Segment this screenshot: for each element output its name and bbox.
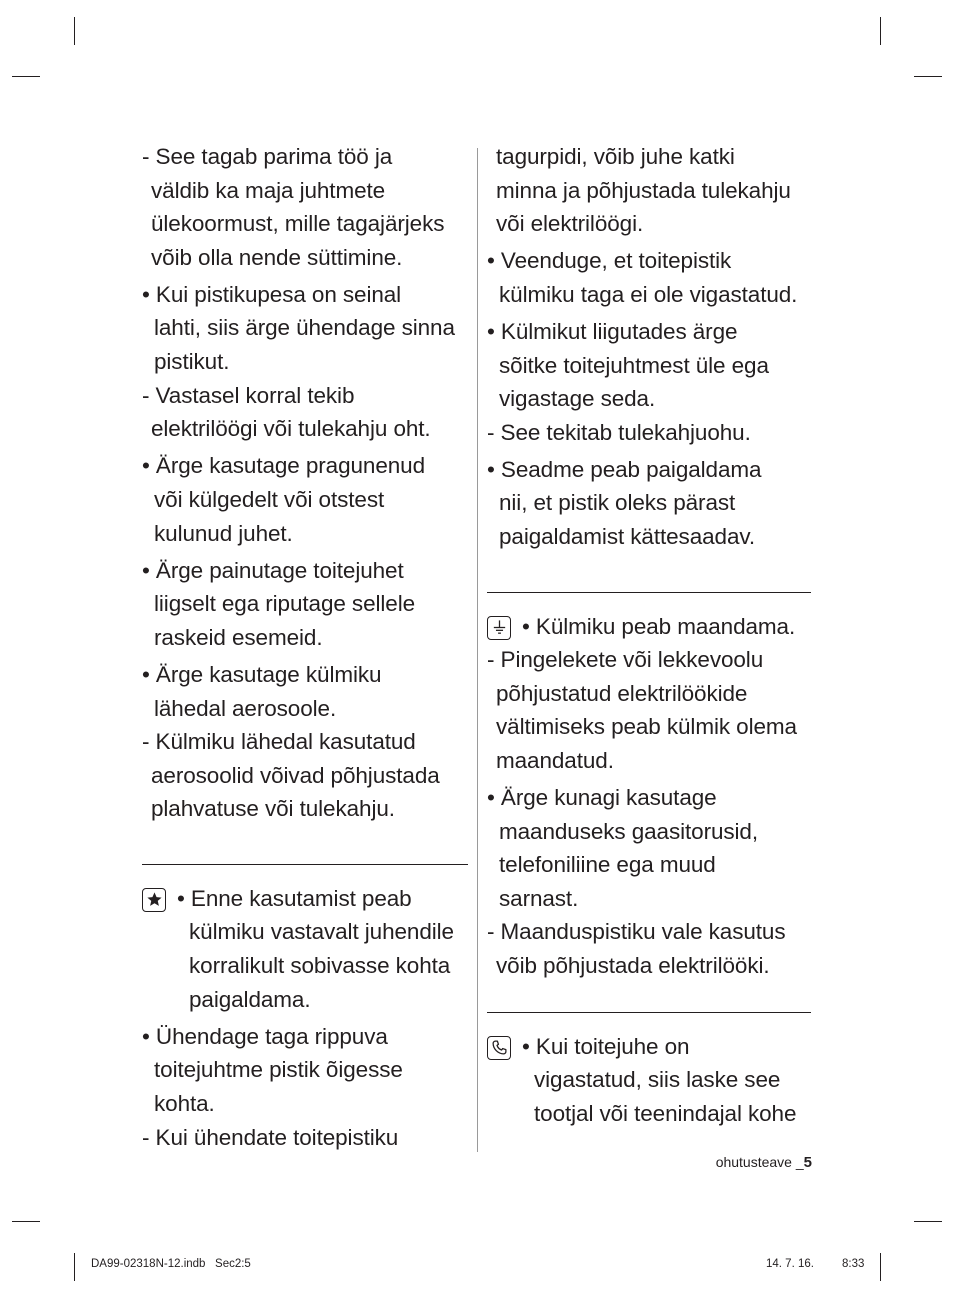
text-line: • Ühendage taga rippuva xyxy=(142,1023,388,1049)
text-line: maandatud. xyxy=(496,748,614,773)
text-line: • Ärge kasutage pragunenud xyxy=(142,453,425,479)
text-line: - Vastasel korral tekib xyxy=(142,382,355,408)
text-line: korralikult sobivasse kohta xyxy=(189,953,451,979)
page-number: 5 xyxy=(803,1154,812,1171)
text-line: • Ärge kasutage külmiku xyxy=(142,661,382,687)
text-line: • Seadme peab paigaldama xyxy=(487,456,762,482)
text-line: telefoniliine ega muud xyxy=(499,852,716,878)
text-line: ülekoormust, mille tagajärjeks xyxy=(151,211,445,237)
text-line: külmiku vastavalt juhendile xyxy=(189,919,454,945)
text-line: paigaldamist kättesaadav. xyxy=(499,524,755,550)
text-line: kohta. xyxy=(154,1090,215,1116)
text-line: tagurpidi, võib juhe katki xyxy=(496,144,735,169)
text-line: liigselt ega riputage sellele xyxy=(154,591,416,617)
text-line: - See tagab parima töö ja xyxy=(142,144,393,169)
section-divider xyxy=(487,1012,811,1013)
crop-mark xyxy=(12,1221,40,1222)
text-line: pistikut. xyxy=(154,349,230,375)
text-line: lähedal aerosoole. xyxy=(154,695,337,721)
text-line: maanduseks gaasitorusid, xyxy=(499,818,758,844)
crop-mark xyxy=(914,1221,942,1222)
text-line: võib põhjustada elektrilööki. xyxy=(496,953,770,979)
text-line: sõitke toitejuhtmest üle ega xyxy=(499,352,769,378)
text-line: • Ärge kunagi kasutage xyxy=(487,785,717,811)
text-line: elektrilöögi või tulekahju oht. xyxy=(151,416,431,442)
imprint-date: 14. 7. 16. xyxy=(766,1258,814,1270)
imprint-time: 8:33 xyxy=(842,1258,865,1270)
text-line: - See tekitab tulekahjuohu. xyxy=(487,419,751,445)
text-line: • Enne kasutamist peab xyxy=(177,885,412,911)
text-line: • Ärge painutage toitejuhet xyxy=(142,557,404,583)
section-divider xyxy=(487,592,811,593)
text-line: vältimiseks peab külmik olema xyxy=(496,714,797,740)
text-line: aerosoolid võivad põhjustada xyxy=(151,762,440,788)
text-line: või elektrilöögi. xyxy=(496,211,644,237)
phone-icon xyxy=(487,1036,511,1060)
text-line: paigaldama. xyxy=(189,986,311,1012)
text-line: • Kui pistikupesa on seinal xyxy=(142,281,402,307)
text-line: • Kui toitejuhe on xyxy=(522,1033,690,1059)
text-line: - Pingelekete või lekkevoolu xyxy=(487,647,764,673)
text-line: tootjal või teenindajal kohe xyxy=(534,1100,797,1126)
text-line: - Maanduspistiku vale kasutus xyxy=(487,919,786,945)
text-line: lahti, siis ärge ühendage sinna xyxy=(154,315,455,341)
right-column xyxy=(487,140,817,1130)
text-line: • Veenduge, et toitepistik xyxy=(487,248,732,274)
column-divider xyxy=(477,148,478,1152)
text-line: raskeid esemeid. xyxy=(154,624,323,650)
text-line: minna ja põhjustada tulekahju xyxy=(496,177,791,203)
imprint-file: DA99-02318N-12.indb Sec2:5 xyxy=(91,1258,251,1270)
text-line: • Külmiku peab maandama. xyxy=(522,613,796,639)
crop-mark xyxy=(12,76,40,77)
text-line: külmiku taga ei ole vigastatud. xyxy=(499,281,798,307)
crop-mark xyxy=(914,76,942,77)
text-line: kulunud juhet. xyxy=(154,520,293,546)
section-service xyxy=(487,1030,817,1064)
text-line: toitejuhtme pistik õigesse xyxy=(154,1057,403,1083)
text-line: vigastatud, siis laske see xyxy=(534,1067,781,1093)
text-line: - Külmiku lähedal kasutatud xyxy=(142,729,416,755)
ground-icon xyxy=(487,616,511,640)
text-line: - Kui ühendate toitepistiku xyxy=(142,1124,399,1150)
section-label: ohutusteave _ xyxy=(715,1154,804,1170)
text-line: võib olla nende süttimine. xyxy=(151,244,403,270)
crop-mark xyxy=(74,17,75,45)
text-line: • Külmikut liigutades ärge xyxy=(487,318,738,344)
star-icon xyxy=(142,888,166,912)
crop-mark xyxy=(74,1253,75,1281)
section-caution xyxy=(142,882,468,916)
crop-mark xyxy=(880,17,881,45)
section-divider xyxy=(142,864,468,865)
page-footer xyxy=(716,1154,812,1171)
text-line: vigastage seda. xyxy=(499,386,656,412)
text-line: plahvatuse või tulekahju. xyxy=(151,796,395,822)
text-line: väldib ka maja juhtmete xyxy=(151,177,386,203)
text-line: või külgedelt või otstest xyxy=(154,486,385,512)
crop-mark xyxy=(880,1253,881,1281)
left-column xyxy=(142,140,468,1154)
text-line: nii, et pistik oleks pärast xyxy=(499,490,736,516)
text-line: põhjustatud elektrilöökide xyxy=(496,680,748,706)
section-ground xyxy=(487,610,817,644)
text-line: sarnast. xyxy=(499,885,579,911)
